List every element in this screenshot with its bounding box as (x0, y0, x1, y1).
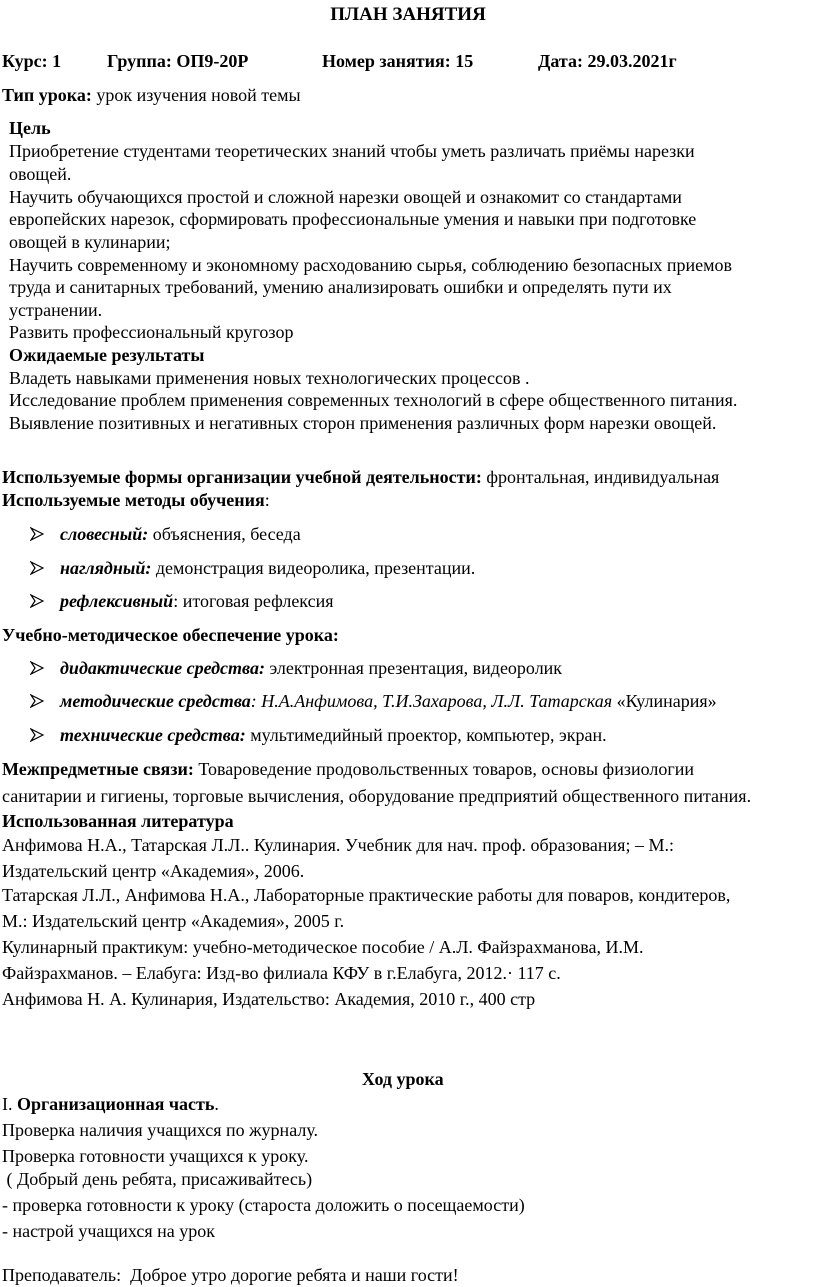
literature-line: Кулинарный практикум: учебно-методическое пособие / А.Л. Файзрахманова, И.М. (2, 937, 644, 957)
org-dot: . (214, 1094, 219, 1114)
literature-line: Анфимова Н. А. Кулинария, Издательство: Академия, 2010 г., 400 стр (2, 989, 536, 1009)
org-line: - проверка готовности к уроку (староста доложить о посещаемости) (2, 1195, 525, 1215)
support-heading: Учебно-методическое обеспечение урока: (2, 625, 339, 645)
org-number: I. (2, 1094, 17, 1114)
goal-heading: Цель (9, 118, 51, 138)
links-label: Межпредметные связи: (2, 759, 194, 779)
literature-line: М.: Издательский центр «Академия», 2005 г. (2, 911, 345, 931)
goal-line: европейских нарезок, сформировать профессиональные умения и навыки при подготовке (9, 209, 697, 229)
support-name: технические средства: (60, 725, 246, 745)
lesson-type-label: Тип урока: (2, 85, 92, 105)
support-text: «Кулинария» (612, 691, 717, 711)
method-name: словесный: (60, 524, 149, 544)
support-name: дидактические средства: (60, 658, 265, 678)
goal-line: Научить современному и экономному расходованию сырья, соблюдению безопасных приемов (9, 255, 732, 275)
org-title: Организационная часть (17, 1094, 215, 1114)
method-item (60, 525, 301, 543)
support-item (60, 659, 562, 677)
course-field: Курс: 1 (2, 51, 62, 71)
literature-line: Татарская Л.Л., Анфимова Н.А., Лабораторные практические работы для поваров, кондитеров, (2, 885, 731, 905)
method-name: рефлексивный (60, 591, 174, 611)
lesson-type-value: урок изучения новой темы (91, 85, 301, 105)
arrow-bullet-icon (30, 527, 44, 541)
support-authors: : Н.А.Анфимова, Т.И.Захарова, Л.Л. Татарская (250, 691, 613, 711)
org-line: - настрой учащихся на урок (2, 1221, 215, 1241)
forms-line (2, 468, 719, 486)
support-text: электронная презентация, видеоролик (264, 658, 563, 678)
methods-colon: : (264, 490, 270, 510)
method-item (60, 592, 334, 610)
support-text: мультимедийный проектор, компьютер, экран. (245, 725, 607, 745)
links-text: Товароведение продовольственных товаров, основы физиологии (193, 759, 694, 779)
goal-line: Развить профессиональный кругозор (9, 322, 294, 342)
org-heading (2, 1095, 219, 1113)
group-field: Группа: ОП9-20Р (107, 51, 249, 71)
method-item (60, 559, 475, 577)
literature-line: Анфимова Н.А., Татарская Л.Л.. Кулинария. Учебник для нач. проф. образования; – М.: (2, 835, 674, 855)
goal-line: устранении. (9, 300, 103, 320)
lesson-type (2, 86, 301, 104)
goal-line: труда и санитарных требований, умению анализировать ошибки и определять пути их (9, 277, 672, 297)
org-line: Проверка готовности учащихся к уроку. (2, 1146, 309, 1166)
teacher-line: Преподаватель: Доброе утро дорогие ребята и наши гости! (2, 1265, 459, 1285)
literature-line: Файзрахманов. – Елабуга: Изд-во филиала КФУ в г.Елабуга, 2012.· 117 с. (2, 963, 561, 983)
goal-line: овощей. (9, 164, 72, 184)
method-text: : итоговая рефлексия (173, 591, 334, 611)
page-title: ПЛАН ЗАНЯТИЯ (330, 4, 486, 25)
links-line: санитарии и гигиены, торговые вычисления, оборудование предприятий общественного питания. (2, 786, 752, 806)
arrow-bullet-icon (30, 561, 44, 575)
forms-label: Используемые формы организации учебной деятельности: (2, 467, 482, 487)
method-name: наглядный: (60, 558, 152, 578)
links-line (2, 760, 694, 778)
methods-label: Используемые методы обучения (2, 490, 265, 510)
goal-line: Приобретение студентами теоретических знаний чтобы уметь различать приёмы нарезки (9, 141, 695, 161)
method-text: объяснения, беседа (148, 524, 301, 544)
support-item (60, 726, 607, 744)
arrow-bullet-icon (30, 594, 44, 608)
support-name: методические средства (60, 691, 251, 711)
org-line: Проверка наличия учащихся по журналу. (2, 1120, 319, 1140)
method-text: демонстрация видеоролика, презентации. (151, 558, 476, 578)
org-line: ( Добрый день ребята, присаживайтесь) (2, 1169, 313, 1189)
arrow-bullet-icon (30, 728, 44, 742)
arrow-bullet-icon (30, 661, 44, 675)
results-heading: Ожидаемые результаты (9, 345, 205, 365)
forms-value: фронтальная, индивидуальная (481, 467, 720, 487)
arrow-bullet-icon (30, 694, 44, 708)
methods-heading (2, 491, 270, 509)
results-line: Выявление позитивных и негативных сторон применения различных форм нарезки овощей. (9, 413, 717, 433)
results-line: Исследование проблем применения современных технологий в сфере общественного питания. (9, 390, 738, 410)
support-item (60, 692, 717, 710)
literature-heading: Использованная литература (2, 811, 234, 831)
lesson-flow-heading: Ход урока (362, 1069, 444, 1089)
goal-line: овощей в кулинарии; (9, 232, 171, 252)
results-line: Владеть навыками применения новых технологических процессов . (9, 368, 530, 388)
date-field: Дата: 29.03.2021г (538, 51, 677, 71)
literature-line: Издательский центр «Академия», 2006. (2, 861, 305, 881)
goal-line: Научить обучающихся простой и сложной нарезки овощей и ознакомит со стандартами (9, 187, 682, 207)
lesson-number-field: Номер занятия: 15 (322, 51, 474, 71)
